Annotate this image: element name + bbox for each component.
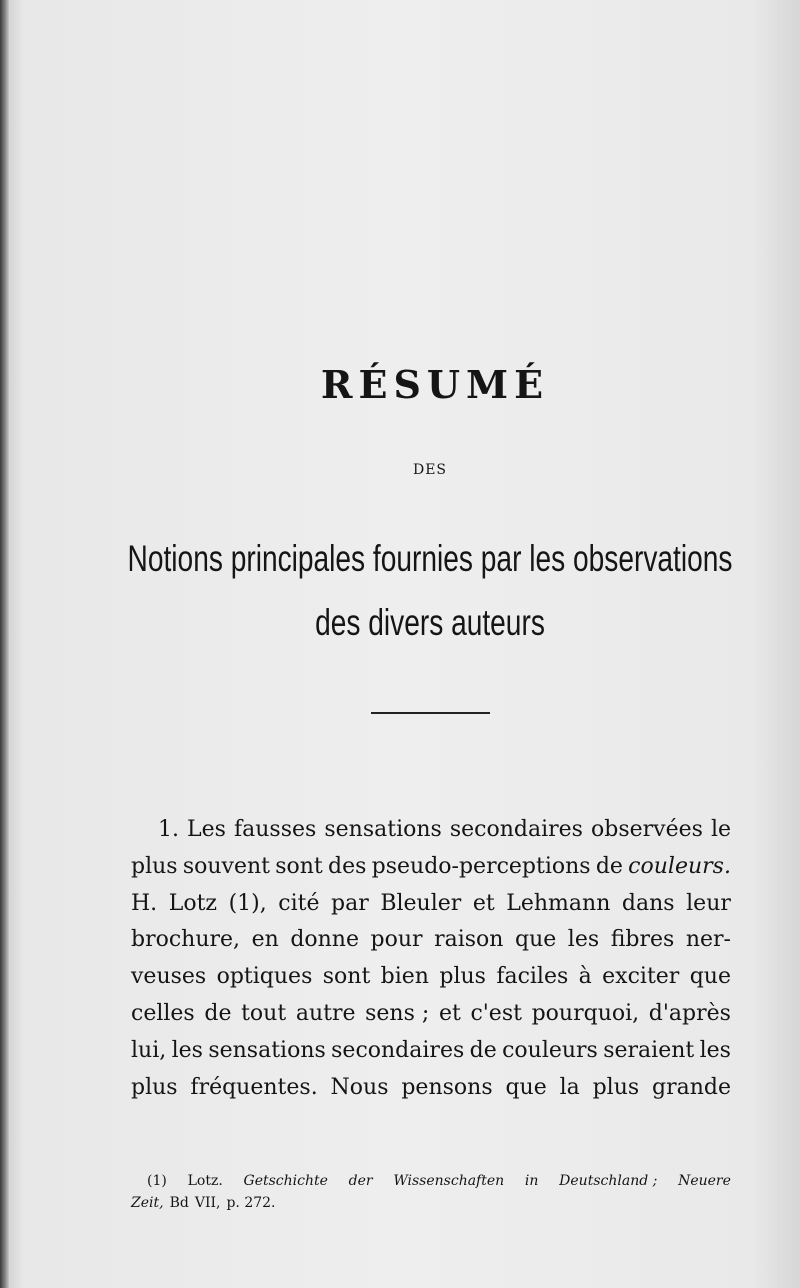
text-line [131,812,731,849]
word: seraient [603,1037,695,1063]
word: plus [131,1074,178,1100]
word: de [469,1037,497,1063]
word: Bd [169,1195,189,1211]
word: brochure, [131,927,241,953]
text-line [131,922,731,959]
word: p. 272. [226,1195,276,1211]
word: Deutschland ; [559,1173,658,1189]
word: donne [290,927,359,953]
word: et [438,1000,461,1026]
word: la [559,1074,580,1100]
word: le [710,817,731,842]
section-divider [371,712,490,714]
word: les [171,1037,203,1063]
body-paragraph [131,812,731,1106]
word: Les [187,817,226,842]
word: cité [278,890,320,916]
word: plus [131,853,178,879]
word: des [328,853,367,879]
word: VII, [194,1195,221,1211]
word: H. [131,890,158,916]
word: faciles [496,964,569,990]
text-line [131,1033,731,1070]
word: par [331,890,369,916]
footnote [131,1170,731,1214]
word: in [524,1173,539,1189]
word: sens ; [365,1000,430,1026]
word: que [689,964,731,990]
word: tout [241,1000,287,1026]
word: leur [686,890,731,916]
page-spine-shadow [0,0,9,1288]
word: 1. [158,817,179,842]
word: pensons [401,1074,493,1100]
word: observées [590,817,703,842]
word: fausses [233,817,317,842]
word: sont [275,853,323,879]
word: pourquoi, [531,1000,640,1026]
word: c'est [470,1000,522,1026]
word: Nous [330,1074,389,1100]
word: Getschichte [243,1173,328,1189]
word: de [204,1000,232,1026]
word: pour [370,927,423,953]
word: der [348,1173,373,1189]
word: les [567,927,600,953]
word: Lehmann [506,890,611,916]
text-line [131,959,731,996]
title-connector: DES [412,462,448,478]
text-line [131,996,731,1033]
word: fréquentes. [190,1074,318,1100]
word: plus [439,964,486,990]
word: les [699,1037,731,1063]
text-line [131,849,731,886]
word: sensations [324,817,442,842]
word: exciter [602,964,680,990]
footnote-line [131,1170,731,1192]
word: que [514,927,557,953]
word: sensations [208,1037,326,1063]
word: sont [322,964,371,990]
word: pseudo-perceptions [371,853,591,879]
word: ner- [685,927,731,953]
word: dans [621,890,675,916]
word: de [595,853,623,879]
footnote-line [131,1192,731,1214]
word: souvent [182,853,270,879]
word: secondaires [331,1037,465,1063]
subtitle-line-2: des divers auteurs [315,602,545,643]
word: bien [380,964,429,990]
word: que [505,1074,547,1100]
word: autre [295,1000,356,1026]
word: (1), [228,890,267,916]
word: couleurs. [628,853,731,879]
word: plus [592,1074,640,1100]
text-line [131,1070,731,1107]
page-title: RÉSUMÉ [320,362,550,407]
word: fibres [610,927,675,953]
word: d'après [648,1000,731,1026]
word: Lotz [168,890,218,916]
word: (1) [147,1173,167,1189]
word: celles [131,1000,195,1026]
word: couleurs [502,1037,598,1063]
word: à [578,964,592,990]
word: et [472,890,495,916]
word: Lotz. [187,1173,223,1189]
word: raison [434,927,504,953]
word: Neuere [678,1173,731,1189]
text-line [131,886,731,923]
word: Wissenschaften [393,1173,505,1189]
word: grande [652,1074,731,1100]
subtitle-line-1: Notions principales fournies par les observations [127,538,733,579]
word: en [251,927,279,953]
word: Zeit, [131,1195,164,1211]
word: lui, [131,1037,167,1063]
word: veuses [131,964,207,990]
word: optiques [216,964,313,990]
word: Bleuler [380,890,462,916]
word: secondaires [449,817,583,842]
